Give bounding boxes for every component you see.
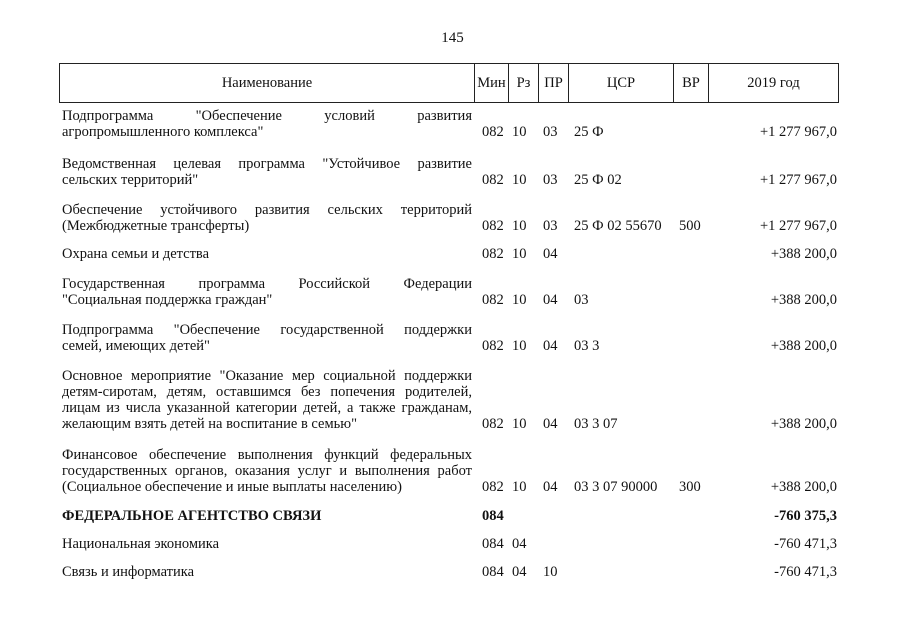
row-pr: 04	[543, 338, 558, 354]
row-name-line: Подпрограмма "Обеспечение государственной поддержки	[62, 322, 472, 338]
row-value: -760 375,3	[774, 508, 837, 524]
row-value: +1 277 967,0	[759, 172, 837, 188]
row-name	[62, 246, 472, 262]
row-min: 082	[482, 479, 504, 495]
row-name	[62, 564, 472, 580]
row-rz: 10	[512, 124, 527, 140]
row-min: 084	[482, 508, 504, 524]
row-csr: 25 Ф 02	[574, 172, 622, 188]
row-rz: 10	[512, 338, 527, 354]
table-row	[0, 154, 905, 188]
row-pr: 04	[543, 416, 558, 432]
row-csr: 03 3 07 90000	[574, 479, 658, 495]
row-name-line: Финансовое обеспечение выполнения функций федеральных	[62, 447, 472, 463]
table-header	[59, 63, 839, 103]
table-row	[0, 106, 905, 140]
header-csr: ЦСР	[569, 64, 674, 103]
row-name-line: ФЕДЕРАЛЬНОЕ АГЕНТСТВО СВЯЗИ	[62, 508, 322, 524]
row-name	[62, 276, 472, 308]
table-row	[0, 534, 905, 552]
row-min: 082	[482, 124, 504, 140]
row-name-line: Основное мероприятие "Оказание мер социальной поддержки	[62, 368, 472, 384]
row-name-line: детям-сиротам, детям, оставшимся без попечения родителей,	[62, 384, 472, 400]
header-pr: ПР	[539, 64, 569, 103]
row-rz: 10	[512, 416, 527, 432]
row-name-line: лицам из числа указанной категории детей, а также гражданам,	[62, 400, 472, 416]
row-value: +388 200,0	[770, 246, 837, 262]
row-rz: 10	[512, 218, 527, 234]
row-pr: 03	[543, 218, 558, 234]
row-value: +388 200,0	[770, 416, 837, 432]
row-vr: 300	[679, 479, 701, 495]
row-name-line: "Социальная поддержка граждан"	[62, 292, 273, 308]
row-name-line: сельских территорий"	[62, 172, 199, 188]
row-name-line: агропромышленного комплекса"	[62, 124, 264, 140]
row-name	[62, 508, 472, 524]
row-csr: 25 Ф	[574, 124, 604, 140]
row-csr: 03	[574, 292, 589, 308]
page-number: 145	[441, 30, 464, 46]
row-pr: 10	[543, 564, 558, 580]
row-name	[62, 322, 472, 354]
row-pr: 04	[543, 246, 558, 262]
header-year: 2019 год	[709, 64, 839, 103]
row-csr: 25 Ф 02 55670	[574, 218, 662, 234]
row-rz: 10	[512, 172, 527, 188]
row-name-line: Национальная экономика	[62, 536, 220, 552]
row-pr: 04	[543, 479, 558, 495]
row-value: +1 277 967,0	[759, 124, 837, 140]
header-vr: ВР	[674, 64, 709, 103]
row-vr: 500	[679, 218, 701, 234]
row-min: 082	[482, 292, 504, 308]
row-name-line: Ведомственная целевая программа "Устойчивое развитие	[62, 156, 472, 172]
row-min: 084	[482, 564, 504, 580]
row-name-line: государственных органов, оказания услуг и выполнения работ	[62, 463, 472, 479]
header-rz: Рз	[509, 64, 539, 103]
row-name-line: желающим взять детей на воспитание в семью"	[62, 416, 358, 432]
row-name-line: семей, имеющих детей"	[62, 338, 210, 354]
row-name-line: (Социальное обеспечение и иные выплаты населению)	[62, 479, 402, 495]
table-row	[0, 366, 905, 432]
row-name	[62, 108, 472, 140]
row-name	[62, 156, 472, 188]
row-name	[62, 447, 472, 495]
row-name-line: Обеспечение устойчивого развития сельских территорий	[62, 202, 472, 218]
table-row	[0, 274, 905, 308]
row-min: 082	[482, 218, 504, 234]
table-row	[0, 320, 905, 354]
table-row	[0, 506, 905, 524]
row-csr: 03 3 07	[574, 416, 618, 432]
row-name-line: Охрана семьи и детства	[62, 246, 210, 262]
row-value: +388 200,0	[770, 338, 837, 354]
row-min: 082	[482, 172, 504, 188]
row-min: 082	[482, 246, 504, 262]
row-pr: 03	[543, 172, 558, 188]
row-name	[62, 202, 472, 234]
row-rz: 04	[512, 564, 527, 580]
row-name-line: (Межбюджетные трансферты)	[62, 218, 250, 234]
row-name-line: Государственная программа Российской Федерации	[62, 276, 472, 292]
row-value: -760 471,3	[774, 536, 837, 552]
row-min: 082	[482, 338, 504, 354]
row-min: 082	[482, 416, 504, 432]
row-value: +388 200,0	[770, 479, 837, 495]
row-name-line: Связь и информатика	[62, 564, 195, 580]
row-value: -760 471,3	[774, 564, 837, 580]
row-name-line: Подпрограмма "Обеспечение условий развития	[62, 108, 472, 124]
row-rz: 10	[512, 292, 527, 308]
table-row	[0, 244, 905, 262]
row-pr: 04	[543, 292, 558, 308]
row-pr: 03	[543, 124, 558, 140]
row-rz: 10	[512, 246, 527, 262]
row-rz: 04	[512, 536, 527, 552]
row-csr: 03 3	[574, 338, 600, 354]
row-name	[62, 368, 472, 432]
table-row	[0, 562, 905, 580]
row-min: 084	[482, 536, 504, 552]
table-row	[0, 445, 905, 495]
row-name	[62, 536, 472, 552]
header-name: Наименование	[60, 64, 475, 103]
table-row	[0, 200, 905, 234]
row-rz: 10	[512, 479, 527, 495]
header-min: Мин	[475, 64, 509, 103]
row-value: +1 277 967,0	[759, 218, 837, 234]
row-value: +388 200,0	[770, 292, 837, 308]
